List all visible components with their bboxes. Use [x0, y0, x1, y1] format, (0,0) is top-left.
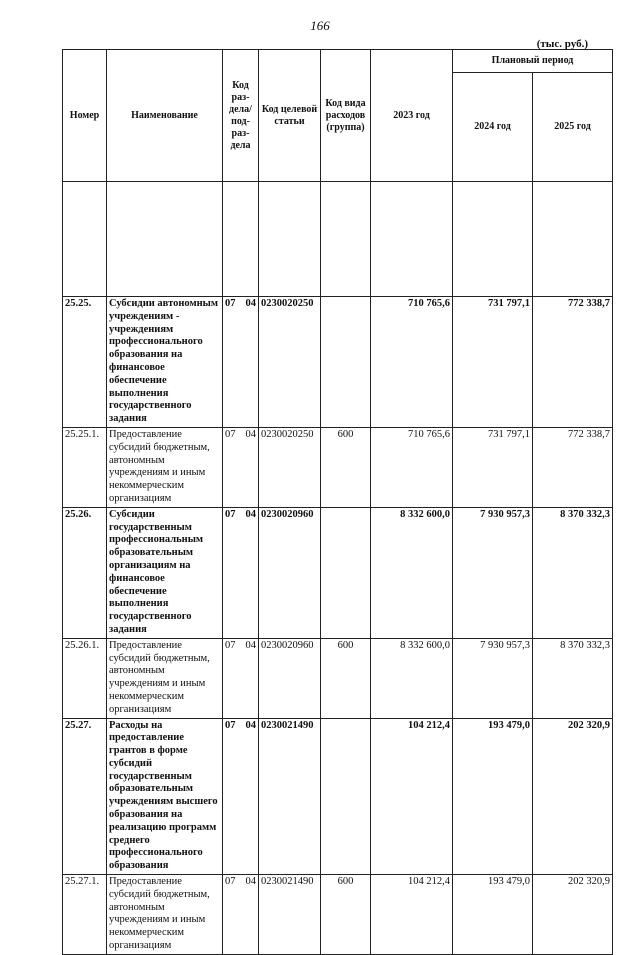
row-2025: 772 338,7	[533, 427, 613, 507]
row-2023: 104 212,4	[371, 718, 453, 875]
row-expense-type: 600	[321, 638, 371, 718]
row-2023: 8 332 600,0	[371, 507, 453, 638]
row-target-code: 0230020250	[259, 297, 321, 428]
subsection-code: 04	[245, 639, 256, 651]
row-2023: 104 212,4	[371, 875, 453, 955]
header-2023: 2023 год	[371, 50, 453, 182]
row-number: 25.26.	[63, 507, 107, 638]
header-2025: 2025 год	[533, 73, 613, 182]
row-2024: 731 797,1	[453, 297, 533, 428]
section-code: 07	[225, 508, 236, 520]
row-expense-type	[321, 507, 371, 638]
header-section-code: Код раз-дела/ под-раз-дела	[223, 50, 259, 182]
row-target-code: 0230021490	[259, 875, 321, 955]
subsection-code: 04	[245, 876, 256, 888]
table-row	[63, 427, 613, 507]
header-name: Наименование	[107, 50, 223, 182]
row-number: 25.27.1.	[63, 875, 107, 955]
row-section-code	[223, 718, 259, 875]
row-name: Субсидии государственным профессиональным образовательным организациям на финансовое обеспечение выполнения государственного задания	[107, 507, 223, 638]
row-2024: 7 930 957,3	[453, 507, 533, 638]
row-number: 25.25.	[63, 297, 107, 428]
row-2025: 202 320,9	[533, 875, 613, 955]
budget-table	[62, 49, 613, 955]
header-expense-type-code: Код вида расходов (группа)	[321, 50, 371, 182]
row-2024: 731 797,1	[453, 427, 533, 507]
row-2025: 8 370 332,3	[533, 638, 613, 718]
row-target-code: 0230020960	[259, 507, 321, 638]
row-target-code: 0230021490	[259, 718, 321, 875]
row-name: Субсидии автономным учреждениям - учреждениям профессионального образования на финансовое обеспечение выполнения государственного задания	[107, 297, 223, 428]
section-code: 07	[225, 298, 236, 309]
page-number: 166	[310, 18, 330, 33]
row-2024: 193 479,0	[453, 718, 533, 875]
row-section-code	[223, 638, 259, 718]
header-number: Номер	[63, 50, 107, 182]
row-number: 25.26.1.	[63, 638, 107, 718]
row-name: Предоставление субсидий бюджетным, автономным учреждениям и иным некоммерческим организациям	[107, 638, 223, 718]
table-row	[63, 875, 613, 955]
table-row	[63, 507, 613, 638]
row-number: 25.25.1.	[63, 427, 107, 507]
units-label: (тыс. руб.)	[536, 38, 588, 50]
row-target-code: 0230020250	[259, 427, 321, 507]
row-2023: 710 765,6	[371, 427, 453, 507]
row-target-code: 0230020960	[259, 638, 321, 718]
row-2023: 8 332 600,0	[371, 638, 453, 718]
row-name: Предоставление субсидий бюджетным, автономным учреждениям и иным некоммерческим организациям	[107, 875, 223, 955]
row-section-code	[223, 875, 259, 955]
header-target-code: Код целевой статьи	[259, 50, 321, 182]
table-row	[63, 297, 613, 428]
row-2025: 202 320,9	[533, 718, 613, 875]
row-2024: 7 930 957,3	[453, 638, 533, 718]
row-number: 25.27.	[63, 718, 107, 875]
row-expense-type: 600	[321, 875, 371, 955]
subsection-code: 04	[245, 428, 256, 440]
row-2025: 772 338,7	[533, 297, 613, 428]
subsection-code: 04	[245, 298, 256, 309]
table-row	[63, 718, 613, 875]
section-code: 07	[225, 876, 236, 888]
subsection-code: 04	[245, 719, 256, 731]
row-name: Предоставление субсидий бюджетным, автономным учреждениям и иным некоммерческим организациям	[107, 427, 223, 507]
row-2025: 8 370 332,3	[533, 507, 613, 638]
row-section-code	[223, 297, 259, 428]
row-name: Расходы на предоставление грантов в форме субсидий государственным образовательным учреждениям высшего образования на реализацию программ среднего профессионального образования	[107, 718, 223, 875]
section-code: 07	[225, 719, 236, 731]
row-2024: 193 479,0	[453, 875, 533, 955]
row-section-code	[223, 507, 259, 638]
header-spacer-row	[63, 182, 613, 297]
section-code: 07	[225, 639, 236, 651]
section-code: 07	[225, 428, 236, 440]
row-expense-type	[321, 718, 371, 875]
row-section-code	[223, 427, 259, 507]
row-expense-type: 600	[321, 427, 371, 507]
header-planned-period: Плановый период	[453, 50, 613, 73]
table-row	[63, 638, 613, 718]
row-2023: 710 765,6	[371, 297, 453, 428]
header-2024: 2024 год	[453, 73, 533, 182]
subsection-code: 04	[245, 508, 256, 520]
row-expense-type	[321, 297, 371, 428]
